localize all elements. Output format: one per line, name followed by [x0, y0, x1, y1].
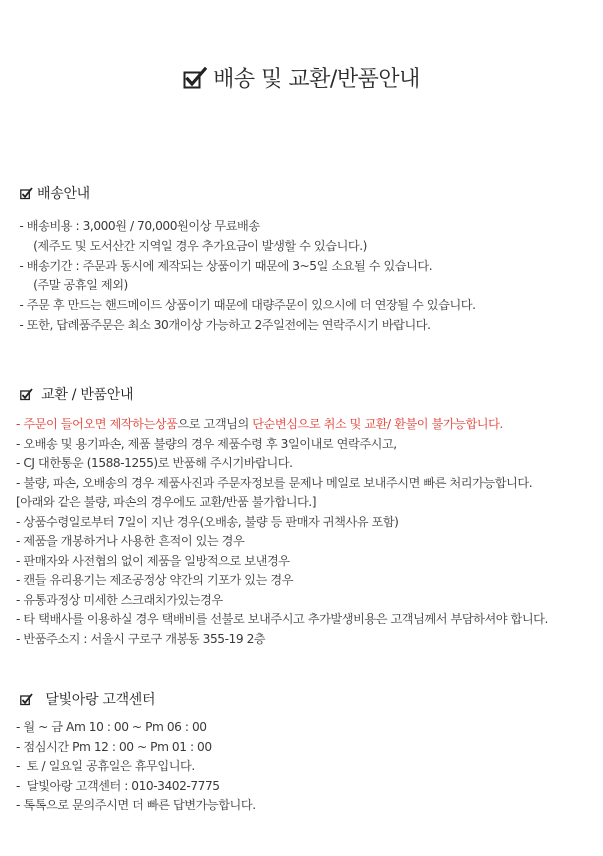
info-line: - 톡톡으로 문의주시면 더 빠른 답변가능합니다. [16, 798, 256, 813]
check-box-icon [20, 693, 33, 710]
phone-number: - 달빛아랑 고객센터 : 010-3402-7775 [16, 778, 220, 793]
notice-part: - 주문이 들어오면 제작하는상품 [16, 417, 178, 431]
notice-part: 으로 고객님의 [177, 417, 253, 431]
exchange-heading [20, 384, 133, 405]
info-line: - 제품을 개봉하거나 사용한 흔적이 있는 경우 [16, 534, 245, 548]
exchange-info [16, 415, 548, 649]
notice-part: 단순변심으로 취소 및 교환/ 환불이 불가능합니다. [252, 417, 503, 431]
info-line: - 불량, 파손, 오배송의 경우 제품사진과 주문자정보를 문제나 메일로 보내주시면 빠른 처리가능합니다. [16, 475, 533, 490]
support-info [16, 718, 256, 816]
check-box-icon [20, 388, 33, 405]
shipping-heading [20, 183, 90, 204]
info-line: - 타 택배사를 이용하실 경우 택배비를 선불로 보내주시고 추가발생비용은 고객님께서 부담하셔야 합니다. [16, 612, 548, 626]
support-heading-text: 달빛아랑 고객센터 [45, 692, 156, 708]
info-line: - 상품수령일로부터 7일이 지난 경우(오배송, 불량 등 판매자 귀책사유 포함) [16, 514, 399, 529]
exchange-heading-text: 교환 / 반품안내 [41, 387, 134, 403]
return-address: - 반품주소지 : 서울시 구로구 개봉동 355-19 2층 [16, 631, 266, 646]
info-line: - 또한, 답례품주문은 최소 30개이상 가능하고 2주일전에는 연락주시기 바랍니다. [16, 317, 431, 332]
info-line: - 캔들 유리용기는 제조공정상 약간의 기포가 있는 경우 [16, 573, 294, 587]
info-line: - 토 / 일요일 공휴일은 휴무입니다. [16, 759, 195, 774]
shipping-info [16, 217, 476, 336]
check-box-icon [20, 187, 33, 204]
no-refund-notice [16, 415, 548, 435]
shipping-heading-text: 배송안내 [37, 186, 90, 202]
info-line: - 배송비용 : 3,000원 / 70,000원이상 무료배송 [16, 219, 260, 233]
check-box-icon [183, 67, 207, 95]
support-heading [20, 689, 155, 710]
info-line: - 월 ~ 금 Am 10 : 00 ~ Pm 06 : 00 [16, 720, 207, 734]
info-line: - CJ 대한통운 (1588-1255)로 반품해 주시기바랍니다. [16, 456, 293, 470]
page-title-text: 배송 및 교환/반품안내 [213, 67, 420, 92]
info-line: (제주도 및 도서산간 지역일 경우 추가요금이 발생할 수 있습니다.) [16, 238, 367, 253]
info-line: - 점심시간 Pm 12 : 00 ~ Pm 01 : 00 [16, 739, 212, 754]
info-line: - 판매자와 사전협의 없이 제품을 일방적으로 보낸경우 [16, 553, 290, 568]
info-line: - 주문 후 만드는 핸드메이드 상품이기 때문에 대량주문이 있으시에 더 연장될 수 있습니다. [16, 298, 476, 313]
info-line: (주말 공휴일 제외) [16, 278, 128, 293]
info-line: - 오배송 및 용기파손, 제품 불량의 경우 제품수령 후 3일이내로 연락주시고, [16, 436, 397, 451]
info-line: - 배송기간 : 주문과 동시에 제작되는 상품이기 때문에 3~5일 소요될 수 있습니다. [16, 258, 433, 273]
info-line: [아래와 같은 불량, 파손의 경우에도 교환/반품 불가합니다.] [16, 495, 317, 509]
info-line: - 유통과정상 미세한 스크래치가있는경우 [16, 592, 223, 607]
page-title [0, 62, 603, 95]
